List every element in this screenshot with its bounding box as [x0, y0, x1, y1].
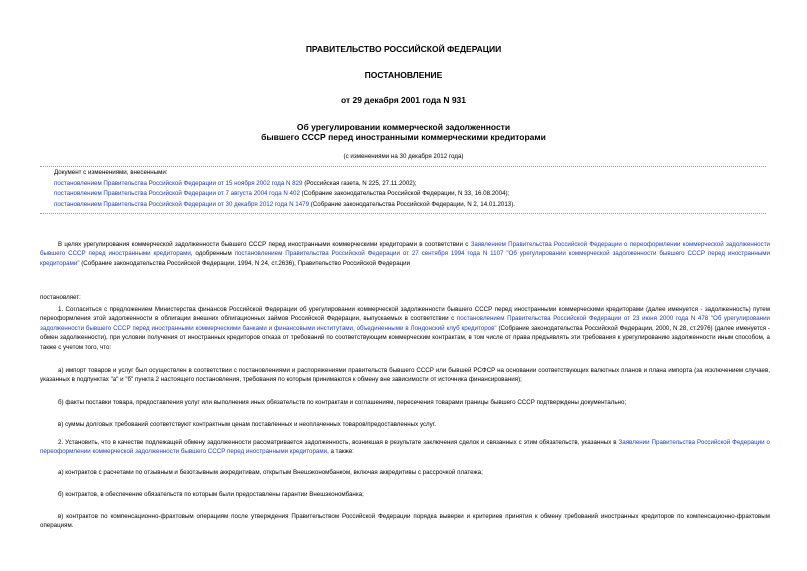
- paragraph-2-text-2: , а также:: [327, 448, 354, 456]
- decides-line: постановляет:: [40, 294, 81, 301]
- top-divider: [40, 166, 766, 167]
- paragraph-2-a: а) контрактов с расчетами по отзывным и безотзывным аккредитивам, открытым Внешэкономбанком, включая аккредитивы с рассрочкой платежа;: [58, 469, 483, 476]
- paragraph-1-text-1: 1. Согласиться с предложением Министерства финансов Российской Федерации об урегулировании коммерческой задолженности бывшего СССР перед иностранными коммерческими кредиторами (далее именуется - задолженность) путем переоформления этой задолженности в облигации внешних облигационных займов Российской Федерации, выпускаемых в соответствии с: [40, 306, 770, 323]
- paragraph-2-c: в) контрактов по компенсационно-фрахтовым операциям после утверждения Правительством Российской Федерации порядка выверки и критериев принятия к обмену требований иностранных кредиторов по компенсационно-фрахтовым операциям.: [40, 513, 770, 530]
- paragraph-1-b: б) факты поставки товара, предоставления услуг или выполнения иных обязательств по контрактам и соглашениям, пересечения товарами границы бывшего СССР подтверждены документально;: [58, 399, 627, 406]
- preamble-text-2: , одобренным: [190, 250, 235, 258]
- change-link-2[interactable]: постановлением Правительства Российской Федерации от 7 августа 2004 года N 402: [54, 190, 300, 198]
- title-line-2: бывшего СССР перед иностранными коммерческими кредиторами: [261, 132, 546, 142]
- change-link-1[interactable]: постановлением Правительства Российской Федерации от 15 ноября 2002 года N 829: [54, 179, 303, 187]
- change-item: [54, 179, 774, 190]
- change-source-1: (Российская газета, N 225, 27.11.2002);: [302, 179, 417, 187]
- preamble-paragraph: [40, 240, 770, 268]
- changes-list: [54, 168, 774, 210]
- paragraph-2-b: б) контрактов, в обеспечение обязательств по которым были предоставлены гарантии Внешэкономбанка;: [58, 491, 364, 498]
- paragraph-1-a: а) импорт товаров и услуг был осуществлен в соответствии с постановлениями и распоряжениями правительств бывшего СССР или бывшей РСФСР на основании соответствующих валютных планов и плана импорта (за исключением случаев, указанных в подпунктах "а" и "б" пункта 2 настоящего постановления, требования по которым принимаются к обмену вне зависимости от источника финансирования);: [40, 367, 770, 384]
- bottom-divider: [40, 213, 766, 214]
- paragraph-1: [40, 305, 770, 352]
- paragraph-2-link[interactable]: Заявлении Правительства Российской Федерации о переоформлении коммерческой задолженности бывшего СССР перед иностранными кредиторами: [40, 439, 770, 456]
- preamble-text-3: (Собрание законодательства Российской Федерации, 1994, N 24, ст.2636), Правительство Российской Федерации: [79, 259, 411, 267]
- preamble-link-resolution[interactable]: постановлением Правительства Российской Федерации от 27 сентября 1994 года N 1107 "Об урегулировании коммерческой задолженности бывшего СССР перед иностранными кредиторами": [40, 250, 770, 267]
- date-number-heading: от 29 декабря 2001 года N 931: [340, 95, 467, 105]
- change-item: [54, 189, 774, 200]
- paragraph-2: [40, 438, 770, 457]
- changes-intro: Документ с изменениями, внесенными:: [54, 169, 168, 176]
- paragraph-1-link[interactable]: постановлением Правительства Российской Федерации от 23 июня 2000 года N 478 "Об урегулировании задолженности бывшего СССР перед иностранными коммерческими банками и финансовыми институтами, объединенными в Лондонский клуб кредиторов": [40, 315, 770, 332]
- change-source-2: (Собрание законодательства Российской Федерации, N 33, 16.08.2004);: [299, 190, 510, 198]
- paragraph-2-text-1: 2. Установить, что в качестве подлежащей обмену задолженности рассматривается задолженность, возникшая в результате заключения сделок и связанных с этим обязательств, указанных в: [58, 439, 619, 446]
- title-line-1: Об урегулировании коммерческой задолженности: [296, 122, 511, 132]
- paragraph-1-c: в) суммы долговых требований соответствуют контрактным ценам поставленных и неоплаченных товаров/предоставленных услуг.: [58, 421, 436, 428]
- paragraph-1-text-2: (Собрание законодательства Российской Федерации, 2000, N 28, ст.2976) (далее именуется - обмен задолженности), при условии получения от иностранных кредиторов отказа от требований по соответствующим коммерческим контрактам, в том числе от права предъявлять эти требования к урегулированию задолженности иным способом, а также с учетом того, что:: [40, 324, 770, 351]
- change-item: [54, 200, 774, 211]
- government-heading: ПРАВИТЕЛЬСТВО РОССИЙСКОЙ ФЕДЕРАЦИИ: [305, 44, 502, 54]
- revision-note: (с изменениями на 30 декабря 2012 года): [343, 153, 464, 160]
- change-link-3[interactable]: постановлением Правительства Российской Федерации от 30 декабря 2012 года N 1479: [54, 200, 310, 208]
- preamble-text-1: В целях урегулирования коммерческой задолженности бывшего СССР перед иностранными коммерческими кредиторами в соответствии с: [58, 241, 471, 248]
- change-source-3: (Собрание законодательства Российской Федерации, N 2, 14.01.2013).: [309, 200, 516, 208]
- document-type-heading: ПОСТАНОВЛЕНИЕ: [364, 70, 443, 80]
- preamble-link-statement[interactable]: Заявлением Правительства Российской Федерации о переоформлении коммерческой задолженности бывшего СССР перед иностранными кредиторами: [40, 241, 770, 258]
